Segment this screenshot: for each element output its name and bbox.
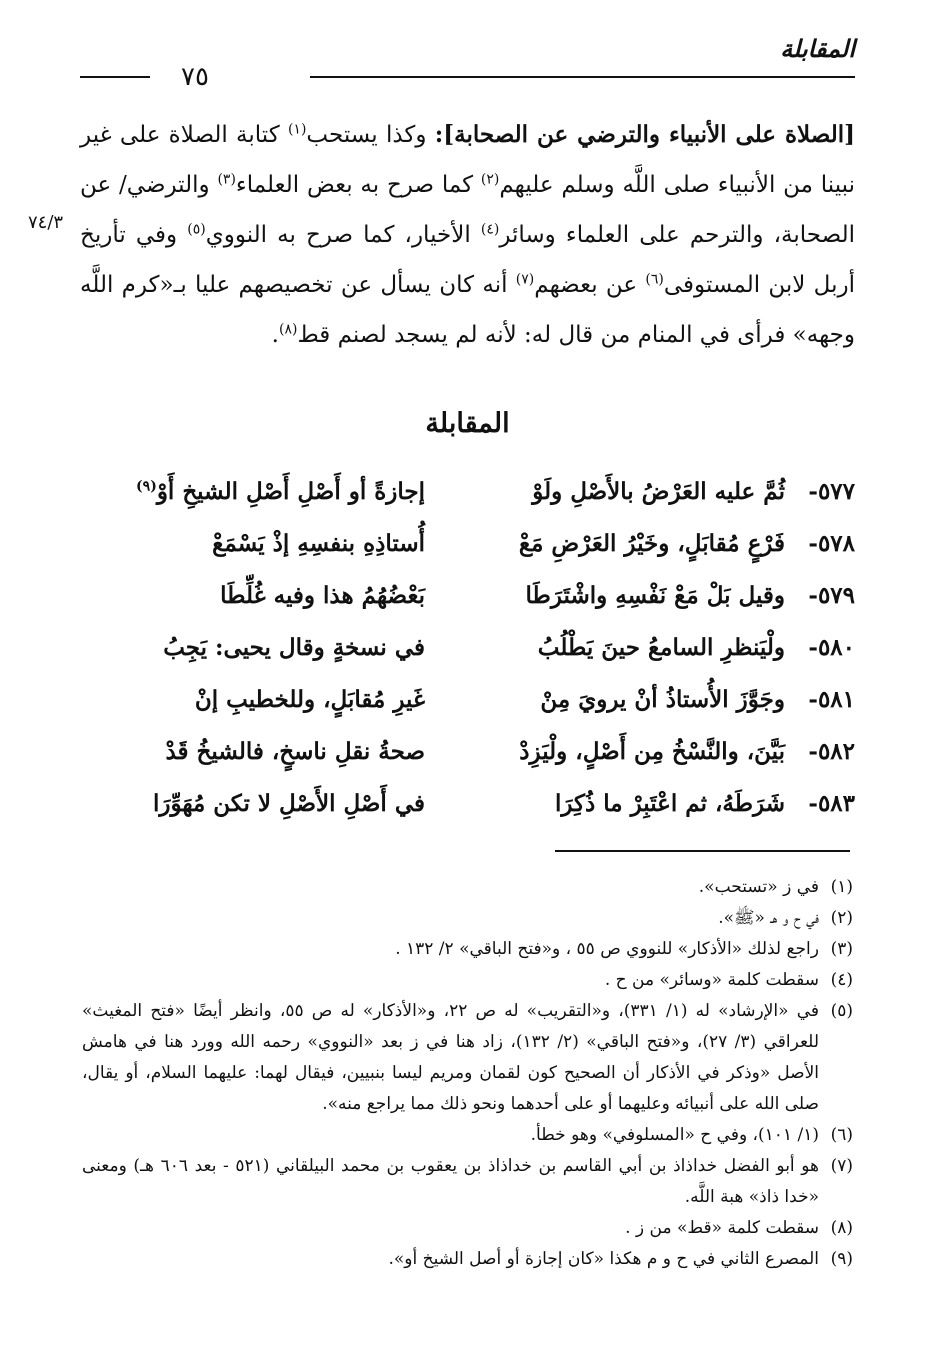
footnote-ref[interactable]: (٣): [217, 171, 236, 188]
header-rule-left: [80, 76, 150, 78]
footnote-number: (٢): [830, 908, 853, 928]
verse-number: ٥٨٠-: [808, 634, 855, 661]
text-segment: أنه كان يسأل عن تخصيصهم عليا بـ«كرم اللَّه وجهه» فرأى في المنام من قال له: لأنه لم يسجد لصنم قط: [80, 272, 855, 348]
text-segment: عن بعضهم: [534, 272, 646, 298]
page-header: [80, 28, 855, 98]
first-hemistich: وقيل بَلْ مَعْ نَفْسِهِ واشْتَرَطَا: [525, 582, 785, 609]
verse-number: ٥٨٣-: [808, 790, 855, 817]
footnote-number: (٦): [830, 1125, 853, 1145]
footnote: [82, 1151, 853, 1213]
inline-heading: [الصلاة على الأنبياء والترضي عن الصحابة]:: [434, 121, 855, 148]
text-segment: الأخيار، كما صرح به النووي: [205, 222, 481, 248]
footnote-number: (٨): [830, 1218, 853, 1238]
footnote-number: (١): [830, 877, 853, 897]
verse-number: ٥٨٢-: [808, 738, 855, 765]
first-hemistich: ثُمَّ عليه العَرْضُ بالأَصْلِ ولَوْ: [532, 478, 785, 505]
footnote-number: (٣): [830, 939, 853, 959]
footnote: [82, 1213, 853, 1244]
running-title: المقابلة: [780, 34, 855, 63]
second-hemistich: غَيرِ مُقابَلٍ، وللخطيبِ إنْ: [194, 686, 425, 713]
first-hemistich: بَيَّنَ، والنَّسْخُ مِن أَصْلٍ، ولْيَزِدْ: [519, 738, 785, 765]
footnote-ref[interactable]: (٢): [480, 171, 500, 188]
footnote-ref[interactable]: (٩): [136, 478, 157, 495]
page-number: ٧٥: [181, 62, 209, 92]
verse-number: ٥٧٩-: [808, 582, 855, 609]
footnote-ref[interactable]: (٥): [187, 221, 206, 238]
text-segment: وفي تأريخ أربل لابن المستوفى: [80, 222, 855, 298]
footnote: [82, 903, 853, 934]
first-hemistich: شَرَطَهُ، ثم اعْتَبِرْ ما ذُكِرَا: [554, 790, 785, 817]
hemistich-text: إجازةً أو أَصْلِ أَصْلِ الشيخِ أَوْ: [156, 478, 425, 505]
footnote-ref[interactable]: (٨): [278, 321, 298, 338]
text-segment: كتابة الصلاة على غير نبينا من الأنبياء صلى اللَّه وسلم عليهم: [80, 122, 855, 198]
poem-line: [80, 678, 855, 730]
second-hemistich: [110, 478, 425, 505]
first-hemistich: وجَوَّزَ الأُستاذُ أنْ يرويَ مِنْ: [540, 686, 785, 713]
margin-reference: ٧٤/٣: [28, 212, 64, 233]
footnote-text: في «الإرشاد» له (١/ ٣٣١)، و«التقريب» له ص ٢٢، و«الأذكار» له ص ٥٥، وانظر أيضًا «فتح المغيث» للعراقي (٣/ ٢٧)، و«فتح الباقي» (٢/ ١٣٢)، زاد هنا في ز بعد «النووي» رحمه الله وورد هنا في هامش الأصل «وذكر في الأذكار أن الصحيح كون لقمان ومريم ليسا بنبيين، فيقال لهما: عليهما السلام، أو يقال، صلى الله على أنبيائه وعليهما أو على أحدهما ونحو ذلك مما يراجع منه».: [82, 1001, 820, 1114]
footnote-text: سقطت كلمة «وسائر» من ح .: [604, 970, 819, 990]
poem-line: [80, 626, 855, 678]
text-segment: والترضي/ عن الصحابة، والترحم على العلماء وسائر: [80, 172, 855, 248]
footnote-text: المصرع الثاني في ح و م هكذا «كان إجازة أو أصل الشيخ أو».: [388, 1249, 819, 1269]
footnote: [82, 1120, 853, 1151]
text-segment: .: [271, 322, 279, 348]
verse-number: ٥٧٧-: [808, 478, 855, 505]
footnote-number: (٥): [830, 1001, 853, 1021]
poem-line: [80, 522, 855, 574]
verse-number: ٥٧٨-: [808, 530, 855, 557]
poem-line: [80, 730, 855, 782]
section-title: المقابلة: [425, 408, 510, 439]
main-paragraph: [80, 110, 855, 360]
first-hemistich: فَرْعٍ مُقابَلٍ، وخَيْرُ العَرْضِ مَعْ: [518, 530, 785, 557]
footnote: [82, 965, 853, 996]
poem-line: [80, 574, 855, 626]
poem: [80, 470, 855, 834]
footnote-number: (٧): [830, 1156, 853, 1176]
footnote-ref[interactable]: (٧): [515, 271, 535, 288]
footnote-ref[interactable]: (١): [287, 121, 307, 138]
footnote-number: (٩): [830, 1249, 853, 1269]
footnote-number: (٤): [830, 970, 853, 990]
footnote-text: (١/ ١٠١)، وفي ح «المسلوفي» وهو خطأ.: [530, 1125, 819, 1145]
header-rule-right: [310, 76, 855, 78]
footnote-text: سقطت كلمة «قط» من ز .: [625, 1218, 819, 1238]
footnote: [82, 934, 853, 965]
footnote: [82, 872, 853, 903]
footnote-text: هو أبو الفضل خداذاذ بن أبي القاسم بن خداذاذ بن يعقوب بن محمد البيلقاني (٥٢١ - بعد ٦٠٦ هـ) ومعنى «خدا ذاذ» هبة اللَّه.: [82, 1156, 819, 1207]
footnote-text: في ز «تستحب».: [698, 877, 819, 897]
footnote-rule: [555, 850, 850, 852]
poem-line: [80, 470, 855, 522]
footnote: [82, 996, 853, 1120]
second-hemistich: في أَصْلِ الأَصْلِ لا تكن مُهَوِّرَا: [152, 790, 425, 817]
footnote-ref[interactable]: (٦): [645, 271, 664, 288]
footnote-text: في ح و هـ «ﷺ».: [718, 908, 819, 928]
text-segment: وكذا يستحب: [306, 122, 435, 148]
text-segment: كما صرح به بعض العلماء: [235, 172, 481, 198]
footnote-ref[interactable]: (٤): [480, 221, 500, 238]
footnotes: [82, 872, 853, 1275]
first-hemistich: ولْيَنظرِ السامعُ حينَ يَطْلُبُ: [537, 634, 785, 661]
second-hemistich: أُستاذِهِ بنفسِهِ إذْ يَسْمَعْ: [212, 530, 425, 557]
second-hemistich: بَعْضُهُمُ هذا وفيه غُلِّطَا: [220, 582, 425, 609]
footnote: [82, 1244, 853, 1275]
poem-line: [80, 782, 855, 834]
verse-number: ٥٨١-: [808, 686, 855, 713]
second-hemistich: صحةُ نقلِ ناسخٍ، فالشيخُ قَدْ: [165, 738, 425, 765]
paragraph-body: [80, 110, 855, 360]
second-hemistich: في نسخةٍ وقال يحيى: يَجِبُ: [163, 634, 425, 661]
footnote-text: راجع لذلك «الأذكار» للنووي ص ٥٥ ، و«فتح الباقي» ٢/ ١٣٢ .: [395, 939, 819, 959]
